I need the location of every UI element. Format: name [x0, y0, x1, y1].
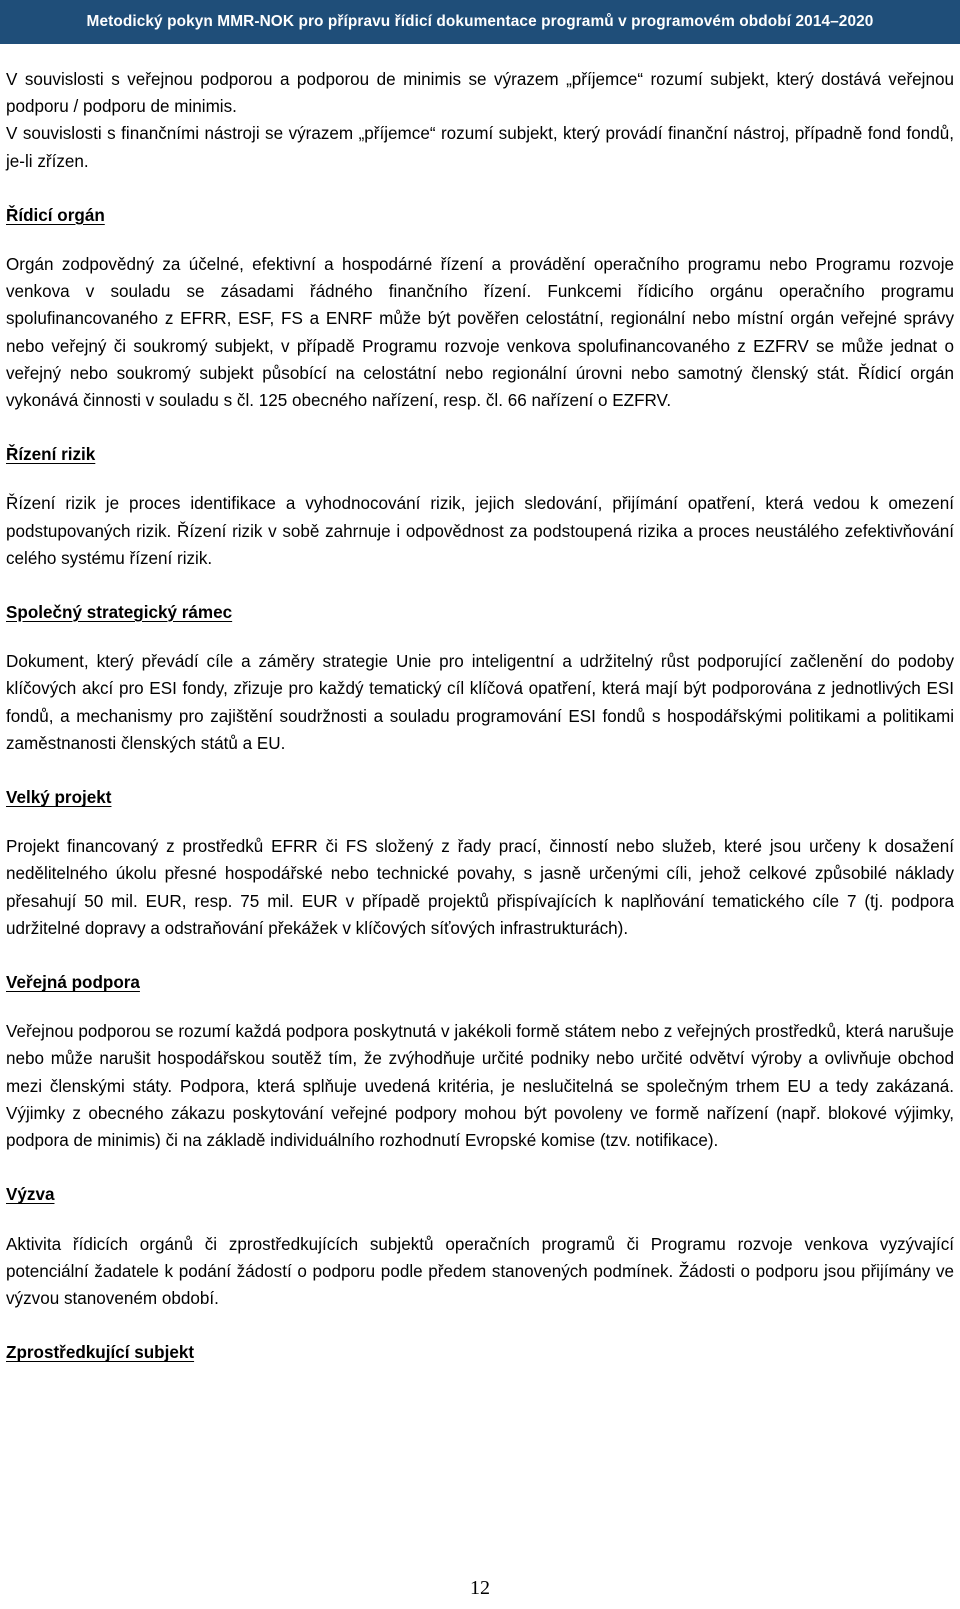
intro-paragraph-1: V souvislosti s veřejnou podporou a podporou de minimis se výrazem „příjemce“ rozumí subjekt, který dostává veřejnou podporu / podporu de minimis. — [6, 70, 954, 117]
document-header — [0, 0, 960, 44]
section-heading-rizeni-rizik: Řízení rizik — [6, 445, 96, 465]
section-text-rizeni-rizik: Řízení rizik je proces identifikace a vyhodnocování rizik, jejich sledování, přijímání opatření, která vedou k omezení podstupovaných rizik. Řízení rizik v sobě zahrnuje i odpovědnost za podstoupená rizika a proces neustálého zefektivňování celého systému řízení rizik. — [6, 494, 954, 568]
section-heading-ridici-organ: Řídicí orgán — [6, 205, 105, 225]
section-text-vyzva: Aktivita řídicích orgánů či zprostředkujících subjektů operačních programů či Programu rozvoje venkova vyzývající potenciální žadatele k podání žádostí o podporu podle předem stanovených podmínek. Žádosti o podporu jsou přijímány ve výzvou stanoveném období. — [6, 1234, 954, 1308]
section-text-ridici-organ: Orgán zodpovědný za účelné, efektivní a hospodárné řízení a provádění operačního programu nebo Programu rozvoje venkova v souladu se zásadami řádného finančního řízení. Funkcemi řídicího orgánu operačního programu spolufinancovaného z EFRR, ESF, FS a ENRF může být pověřen celostátní, regionální nebo místní orgán veřejné správy nebo veřejný či soukromý subjekt, v případě Programu rozvoje venkova spolufinancovaného z EZFRV se může jednat o veřejný nebo soukromý subjekt působící na celostátní nebo regionální úrovni nebo samotný členský stát. Řídicí orgán vykonává činnosti v souladu s čl. 125 obecného nařízení, resp. čl. 66 nařízení o EZFRV. — [6, 255, 954, 411]
section-heading-verejna-podpora: Veřejná podpora — [6, 973, 140, 993]
intro-paragraph-2: V souvislosti s finančními nástroji se výrazem „příjemce“ rozumí subjekt, který provádí finanční nástroj, případně fond fondů, je-li zřízen. — [6, 124, 954, 171]
section-heading-velky-projekt: Velký projekt — [6, 788, 112, 808]
section-text-velky-projekt: Projekt financovaný z prostředků EFRR či FS složený z řady prací, činností nebo služeb, které jsou určeny k dosažení nedělitelného úkolu přesné hospodářské nebo technické povahy, s jasně určenými cíli, jehož celkové způsobilé náklady přesahují 50 mil. EUR, resp. 75 mil. EUR v případě projektů přispívajících k naplňování tematického cíle 7 (tj. podpora udržitelné dopravy a odstraňování překážek v klíčových síťových infrastrukturách). — [6, 837, 954, 938]
section-heading-vyzva: Výzva — [6, 1185, 55, 1205]
document-body — [6, 66, 954, 1388]
page-number: 12 — [470, 1577, 490, 1599]
section-text-verejna-podpora: Veřejnou podporou se rozumí každá podpora poskytnutá v jakékoli formě státem nebo z veřejných prostředků, která narušuje nebo může narušit hospodářskou soutěž tím, že zvýhodňuje určité podniky nebo určité odvětví výroby a ovlivňuje obchod mezi členskými státy. Podpora, která splňuje uvedená kritéria, je neslučitelná se společným trhem EU a tedy zakázaná. Výjimky z obecného zákazu poskytování veřejné podpory mohou být povoleny ve formě nařízení (např. blokové výjimky, podpora de minimis) či na základě individuálního rozhodnutí Evropské komise (tzv. notifikace). — [6, 1022, 954, 1151]
section-heading-spolecny-strategicky-ramec: Společný strategický rámec — [6, 603, 233, 623]
section-heading-zprostredkujici-subjekt: Zprostředkující subjekt — [6, 1343, 195, 1363]
section-text-spolecny-strategicky-ramec: Dokument, který převádí cíle a záměry strategie Unie pro inteligentní a udržitelný růst podporující začlenění do podoby klíčových akcí pro ESI fondy, zřizuje pro každý tematický cíl klíčová opatření, která mají být podporována z jednotlivých ESI fondů, a mechanismy pro zajištění soudržnosti a souladu programování ESI fondů s hospodářskými politikami a politikami zaměstnanosti členských států a EU. — [6, 652, 954, 753]
document-header-title: Metodický pokyn MMR-NOK pro přípravu řídicí dokumentace programů v programovém období 2014–2020 — [86, 13, 874, 30]
